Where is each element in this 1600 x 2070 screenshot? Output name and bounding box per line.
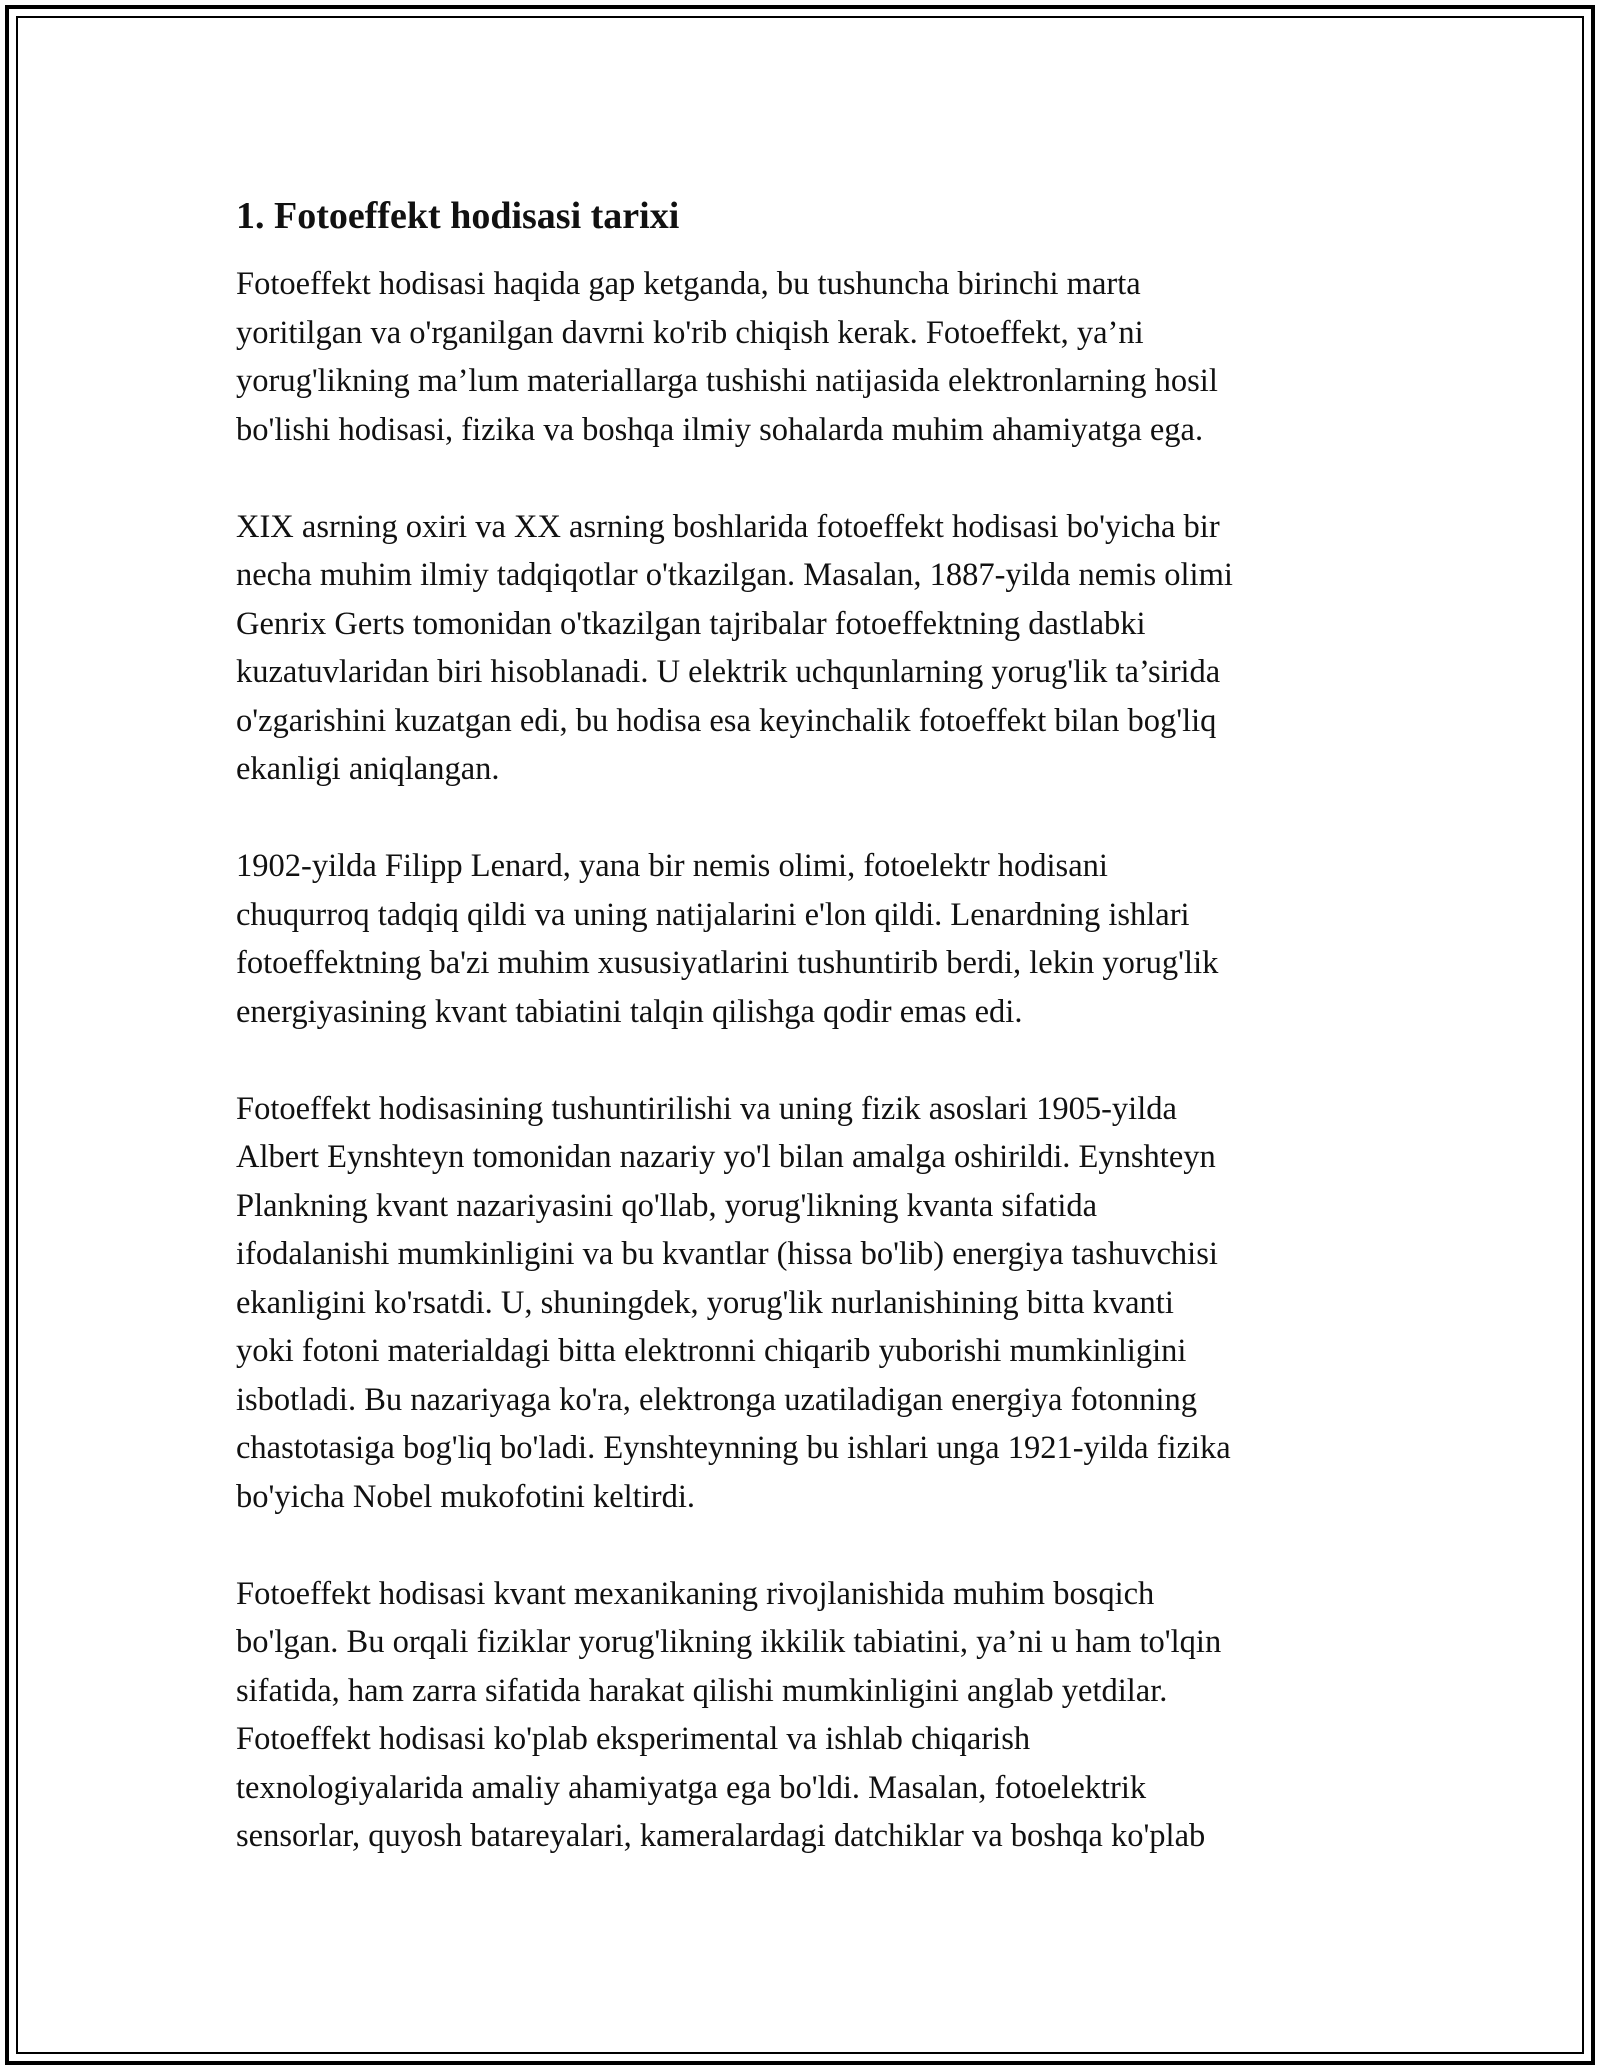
- text-line: sensorlar, quyosh batareyalari, kameralardagi datchiklar va boshqa ko'plab: [236, 1818, 1206, 1854]
- text-line: Fotoeffekt hodisasining tushuntirilishi va uning fizik asoslari 1905-yilda: [236, 1090, 1177, 1127]
- paragraph-2: [236, 503, 1386, 794]
- paragraph-1: [236, 260, 1386, 454]
- text-line: sifatida, ham zarra sifatida harakat qilishi mumkinligini anglab yetdilar.: [236, 1672, 1168, 1709]
- text-line: fotoeffektning ba'zi muhim xususiyatlarini tushuntirib berdi, lekin yorug'lik: [236, 945, 1219, 981]
- paragraph-3: [236, 842, 1386, 1036]
- text-line: ekanligini ko'rsatdi. U, shuningdek, yorug'lik nurlanishining bitta kvanti: [236, 1284, 1174, 1321]
- text-line: o'zgarishini kuzatgan edi, bu hodisa esa keyinchalik fotoeffekt bilan bog'liq: [236, 702, 1217, 739]
- document-body: [236, 190, 1386, 1909]
- text-line: yorug'likning ma’lum materiallarga tushishi natijasida elektronlarning hosil: [236, 363, 1218, 399]
- text-line: yoki fotoni materialdagi bitta elektronni chiqarib yuborishi mumkinligini: [236, 1333, 1187, 1369]
- text-line: necha muhim ilmiy tadqiqotlar o'tkazilgan. Masalan, 1887-yilda nemis olimi: [236, 557, 1233, 593]
- text-line: 1902-yilda Filipp Lenard, yana bir nemis olimi, fotoelektr hodisani: [236, 848, 1108, 884]
- text-line: ifodalanishi mumkinligini va bu kvantlar (hissa bo'lib) energiya tashuvchisi: [236, 1236, 1218, 1272]
- text-line: yoritilgan va o'rganilgan davrni ko'rib chiqish kerak. Fotoeffekt, ya’ni: [236, 314, 1144, 351]
- text-line: Fotoeffekt hodisasi ko'plab eksperimental va ishlab chiqarish: [236, 1721, 1031, 1757]
- paragraph-4: [236, 1085, 1386, 1522]
- text-line: kuzatuvlaridan biri hisoblanadi. U elektrik uchqunlarning yorug'lik ta’sirida: [236, 654, 1221, 690]
- text-line: bo'lishi hodisasi, fizika va boshqa ilmiy sohalarda muhim ahamiyatga ega.: [236, 411, 1204, 448]
- text-line: ekanligi aniqlangan.: [236, 751, 500, 787]
- text-line: Fotoeffekt hodisasi haqida gap ketganda, bu tushuncha birinchi marta: [236, 266, 1141, 302]
- text-line: bo'lgan. Bu orqali fiziklar yorug'likning ikkilik tabiatini, ya’ni u ham to'lqin: [236, 1624, 1222, 1660]
- text-line: Albert Eynshteyn tomonidan nazariy yo'l bilan amalga oshirildi. Eynshteyn: [236, 1139, 1216, 1175]
- text-line: Fotoeffekt hodisasi kvant mexanikaning rivojlanishida muhim bosqich: [236, 1575, 1155, 1612]
- text-line: texnologiyalarida amaliy ahamiyatga ega bo'ldi. Masalan, fotoelektrik: [236, 1769, 1147, 1806]
- text-line: bo'yicha Nobel mukofotini keltirdi.: [236, 1478, 695, 1515]
- text-line: chuqurroq tadqiq qildi va uning natijalarini e'lon qildi. Lenardning ishlari: [236, 896, 1190, 933]
- text-line: Genrix Gerts tomonidan o'tkazilgan tajribalar fotoeffektning dastlabki: [236, 605, 1146, 642]
- text-line: Plankning kvant nazariyasini qo'llab, yorug'likning kvanta sifatida: [236, 1187, 1098, 1224]
- text-line: isbotladi. Bu nazariyaga ko'ra, elektronga uzatiladigan energiya fotonning: [236, 1381, 1197, 1418]
- text-line: XIX asrning oxiri va XX asrning boshlarida fotoeffekt hodisasi bo'yicha bir: [236, 508, 1220, 545]
- paragraph-5: [236, 1570, 1386, 1861]
- section-heading: 1. Fotoeffekt hodisasi tarixi: [236, 195, 680, 237]
- text-line: chastotasiga bog'liq bo'ladi. Eynshteynning bu ishlari unga 1921-yilda fizika: [236, 1430, 1231, 1466]
- text-line: energiyasining kvant tabiatini talqin qilishga qodir emas edi.: [236, 993, 1023, 1030]
